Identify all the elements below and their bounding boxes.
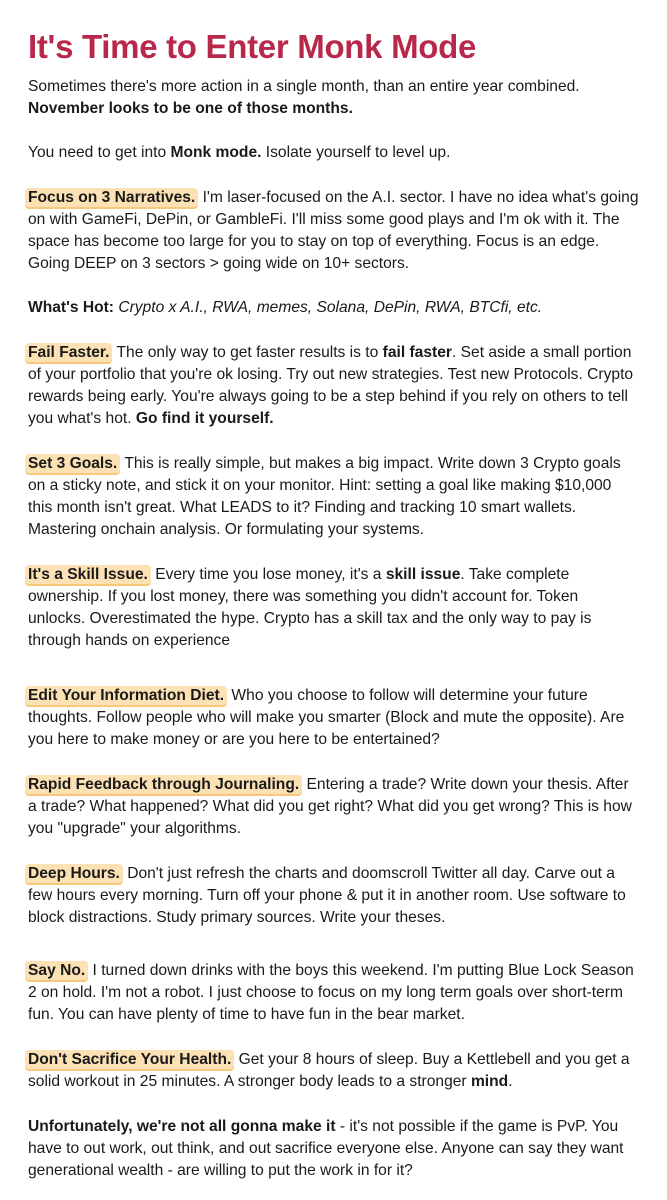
skill-bold: skill issue: [385, 566, 461, 583]
whats-hot-items: Crypto x A.I., RWA, memes, Solana, DePin, RWA, BTCfi, etc.: [114, 299, 543, 316]
fail-bold-2: Go find it yourself.: [135, 410, 274, 427]
page-title: It's Time to Enter Monk Mode: [28, 28, 477, 65]
health-bold: mind: [470, 1073, 509, 1090]
intro-line: Sometimes there's more action in a single month, than an entire year combined.: [28, 78, 580, 95]
closing-text: - it's not possible if the game is PvP. You have to out work, out think, and out sacrifice everyone else. Anyone can say they want generational wealth - are willing to put the work in for it?: [28, 1118, 624, 1179]
skill-issue-heading: It's a Skill Issue.: [25, 565, 151, 584]
say-no-heading: Say No.: [25, 961, 88, 980]
deep-hours-heading: Deep Hours.: [25, 864, 123, 883]
health-heading: Don't Sacrifice Your Health.: [25, 1050, 234, 1069]
information-diet-text: Who you choose to follow will determine your future thoughts. Follow people who will make you smarter (Block and mute the opposite). Are you here to make money or are you here to be entertained?: [28, 687, 625, 748]
closing-bold: Unfortunately, we're not all gonna make it: [28, 1118, 336, 1135]
health-text: Get your 8 hours of sleep. Buy a Kettlebell and you get a solid workout in 25 minutes. A stronger body leads to a stronger: [28, 1051, 630, 1090]
monk-post-text: Isolate yourself to level up.: [261, 144, 451, 161]
fail-faster-paragraph: [28, 342, 639, 430]
information-diet-paragraph: [28, 685, 639, 751]
journaling-text: Entering a trade? Write down your thesis. After a trade? What happened? What did you get right? What did you get wrong? This is how you "upgrade" your algorithms.: [28, 776, 632, 837]
deep-hours-paragraph: [28, 863, 639, 929]
journaling-paragraph: [28, 774, 639, 840]
say-no-paragraph: [28, 960, 639, 1026]
intro-bold-line: November looks to be one of those months.: [28, 100, 353, 117]
focus-paragraph: [28, 187, 639, 275]
skill-text-2: . Take complete ownership. If you lost money, there was something you didn't account for. Token unlocks. Overestimated the hype. Crypto has a skill tax and the only way to pay is through hands on experience: [28, 566, 592, 649]
whats-hot-paragraph: [28, 297, 639, 319]
fail-text-2: . Set aside a small portion of your portfolio that you're ok losing. Try out new strategies. Test new Protocols. Crypto rewards being early. You're always going to be a step behind if you rely on others to tell you what's hot.: [28, 344, 634, 427]
focus-heading: Focus on 3 Narratives.: [25, 188, 198, 207]
fail-text-1: The only way to get faster results is to: [112, 344, 383, 361]
set-goals-heading: Set 3 Goals.: [25, 454, 120, 473]
health-end: .: [508, 1073, 513, 1090]
health-paragraph: [28, 1049, 639, 1093]
skill-text-1: Every time you lose money, it's a: [150, 566, 386, 583]
journaling-heading: Rapid Feedback through Journaling.: [25, 775, 302, 794]
intro-paragraph: [28, 76, 639, 120]
set-goals-paragraph: [28, 453, 639, 541]
focus-text: I'm laser-focused on the A.I. sector. I have no idea what's going on with GameFi, DePin, or GambleFi. I'll miss some good plays and I'm ok with it. The space has become too large for you to stay on top of everything. Focus is an edge. Going DEEP on 3 sectors > going wide on 10+ sectors.: [28, 189, 639, 272]
information-diet-heading: Edit Your Information Diet.: [25, 686, 227, 705]
monk-mode-paragraph: [28, 142, 639, 164]
closing-paragraph: [28, 1116, 639, 1182]
fail-faster-heading: Fail Faster.: [25, 343, 112, 362]
monk-pre-text: You need to get into: [28, 144, 171, 161]
fail-bold-1: fail faster: [382, 344, 452, 361]
deep-hours-text: Don't just refresh the charts and doomscroll Twitter all day. Carve out a few hours every morning. Turn off your phone & put it in another room. Use software to block distractions. Study primary sources. Write your theses.: [28, 865, 626, 926]
skill-issue-paragraph: [28, 564, 639, 652]
say-no-text: I turned down drinks with the boys this weekend. I'm putting Blue Lock Season 2 on hold. I'm not a robot. I just choose to focus on my long term goals over short-term fun. You can have plenty of time to have fun in the bear market.: [28, 962, 634, 1023]
monk-bold-text: Monk mode.: [170, 144, 262, 161]
whats-hot-label: What's Hot:: [28, 299, 114, 316]
set-goals-text: This is really simple, but makes a big impact. Write down 3 Crypto goals on a sticky note, and stick it on your monitor. Hint: setting a goal like making $10,000 this month isn't great. What LEADS to it? Finding and tracking 10 smart wallets. Mastering onchain analysis. Or formulating your systems.: [28, 455, 621, 538]
